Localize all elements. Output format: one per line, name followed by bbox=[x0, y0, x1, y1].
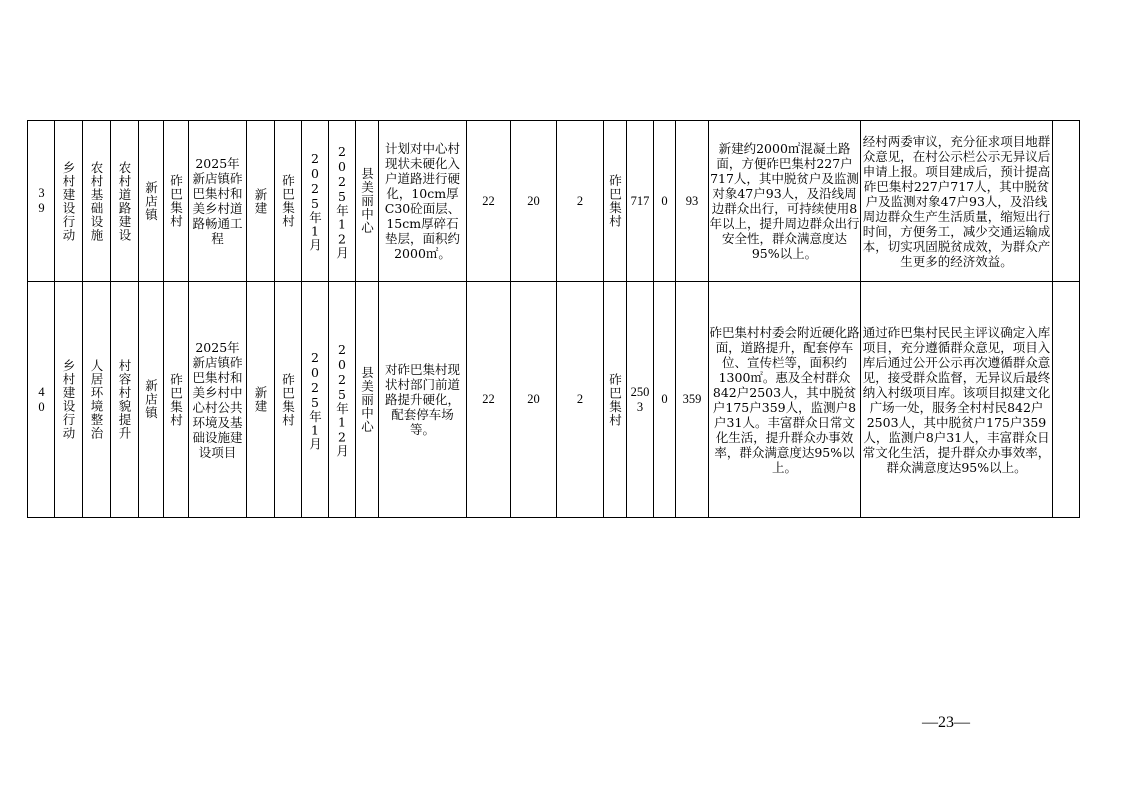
fund-b-cell: 2 bbox=[557, 282, 604, 518]
content-cell: 计划对中心村现状未硬化入户道路进行硬化，10cm厚C30砼面层、15cm厚碎石垫层，面积约2000㎡。 bbox=[379, 121, 467, 282]
page-number: —23— bbox=[922, 714, 970, 731]
benefit-poor-cell: 93 bbox=[676, 121, 709, 282]
location-cell: 砟巴集村 bbox=[275, 282, 302, 518]
town-cell: 新店镇 bbox=[139, 121, 164, 282]
project-table bbox=[27, 120, 1080, 518]
project-name-cell: 2025年新店镇砟巴集村和美乡村道路畅通工程 bbox=[189, 121, 247, 282]
remark-cell bbox=[1053, 282, 1080, 518]
location-cell: 砟巴集村 bbox=[275, 121, 302, 282]
total-fund-cell: 22 bbox=[467, 121, 511, 282]
end-date-cell: 2025年12月 bbox=[329, 121, 356, 282]
project-name-cell: 2025年新店镇砟巴集村和美乡村中心村公共环境及基础设施建设项目 bbox=[189, 282, 247, 518]
benefit-village-cell: 砟巴集村 bbox=[604, 121, 627, 282]
performance-cell: 新建约2000㎡混凝土路面，方便砟巴集村227户717人，其中脱贫户及监测对象47户93人，及沿线周边群众出行，可持续使用8年以上，提升周边群众出行安全性，群众满意度达95%以上。 bbox=[709, 121, 861, 282]
benefit-village-cell: 砟巴集村 bbox=[604, 282, 627, 518]
fund-b-cell: 2 bbox=[557, 121, 604, 282]
fund-a-cell: 20 bbox=[511, 121, 557, 282]
fund-a-cell: 20 bbox=[511, 282, 557, 518]
benefit-zero-cell: 0 bbox=[654, 282, 676, 518]
nature-cell: 新建 bbox=[247, 282, 275, 518]
mechanism-cell: 经村两委审议，充分征求项目地群众意见，在村公示栏公示无异议后申请上报。项目建成后，预计提高砟巴集村227户717人，其中脱贫户及监测对象47户93人，及沿线周边群众生产生活质量，缩短出行时间，方便务工，减少交通运输成本，切实巩固脱贫成效，为群众产生更多的经济效益。 bbox=[861, 121, 1053, 282]
start-date-cell: 2025年1月 bbox=[302, 282, 329, 518]
type-cell: 村容村貌提升 bbox=[111, 282, 139, 518]
total-fund-cell: 22 bbox=[467, 282, 511, 518]
table-row bbox=[28, 282, 1080, 518]
town-cell: 新店镇 bbox=[139, 282, 164, 518]
responsible-cell: 县美丽中心 bbox=[356, 121, 379, 282]
village-cell: 砟巴集村 bbox=[164, 282, 189, 518]
content-cell: 对砟巴集村现状村部门前道路提升硬化，配套停车场等。 bbox=[379, 282, 467, 518]
nature-cell: 新建 bbox=[247, 121, 275, 282]
table-row bbox=[28, 121, 1080, 282]
start-date-cell: 2025年1月 bbox=[302, 121, 329, 282]
type-cell: 农村道路建设 bbox=[111, 121, 139, 282]
category-cell: 乡村建设行动 bbox=[55, 121, 83, 282]
end-date-cell: 2025年12月 bbox=[329, 282, 356, 518]
benefit-poor-cell: 359 bbox=[676, 282, 709, 518]
responsible-cell: 县美丽中心 bbox=[356, 282, 379, 518]
seq-cell: 39 bbox=[28, 121, 55, 282]
benefit-households-cell: 717 bbox=[627, 121, 654, 282]
mechanism-cell: 通过砟巴集村民民主评议确定入库项目，充分遵循群众意见，项目入库后通过公开公示再次遵循群众意见，接受群众监督，无异议后最终纳入村级项目库。该项目拟建文化广场一处，服务全村村民842户2503人，其中脱贫户175户359人，监测户8户31人，丰富群众日常文化生活，提升群众办事效率，群众满意度达95%以上。 bbox=[861, 282, 1053, 518]
benefit-zero-cell: 0 bbox=[654, 121, 676, 282]
category-cell: 乡村建设行动 bbox=[55, 282, 83, 518]
subcategory-cell: 农村基础设施 bbox=[83, 121, 111, 282]
subcategory-cell: 人居环境整治 bbox=[83, 282, 111, 518]
remark-cell bbox=[1053, 121, 1080, 282]
performance-cell: 砟巴集村村委会附近硬化路面，道路提升，配套停车位、宣传栏等，面积约1300㎡。惠及全村群众842户2503人，其中脱贫户175户359人，监测户8户31人。丰富群众日常文化生活，提升群众办事效率，群众满意度达95%以上。 bbox=[709, 282, 861, 518]
benefit-households-cell: 2503 bbox=[627, 282, 654, 518]
seq-cell: 40 bbox=[28, 282, 55, 518]
village-cell: 砟巴集村 bbox=[164, 121, 189, 282]
